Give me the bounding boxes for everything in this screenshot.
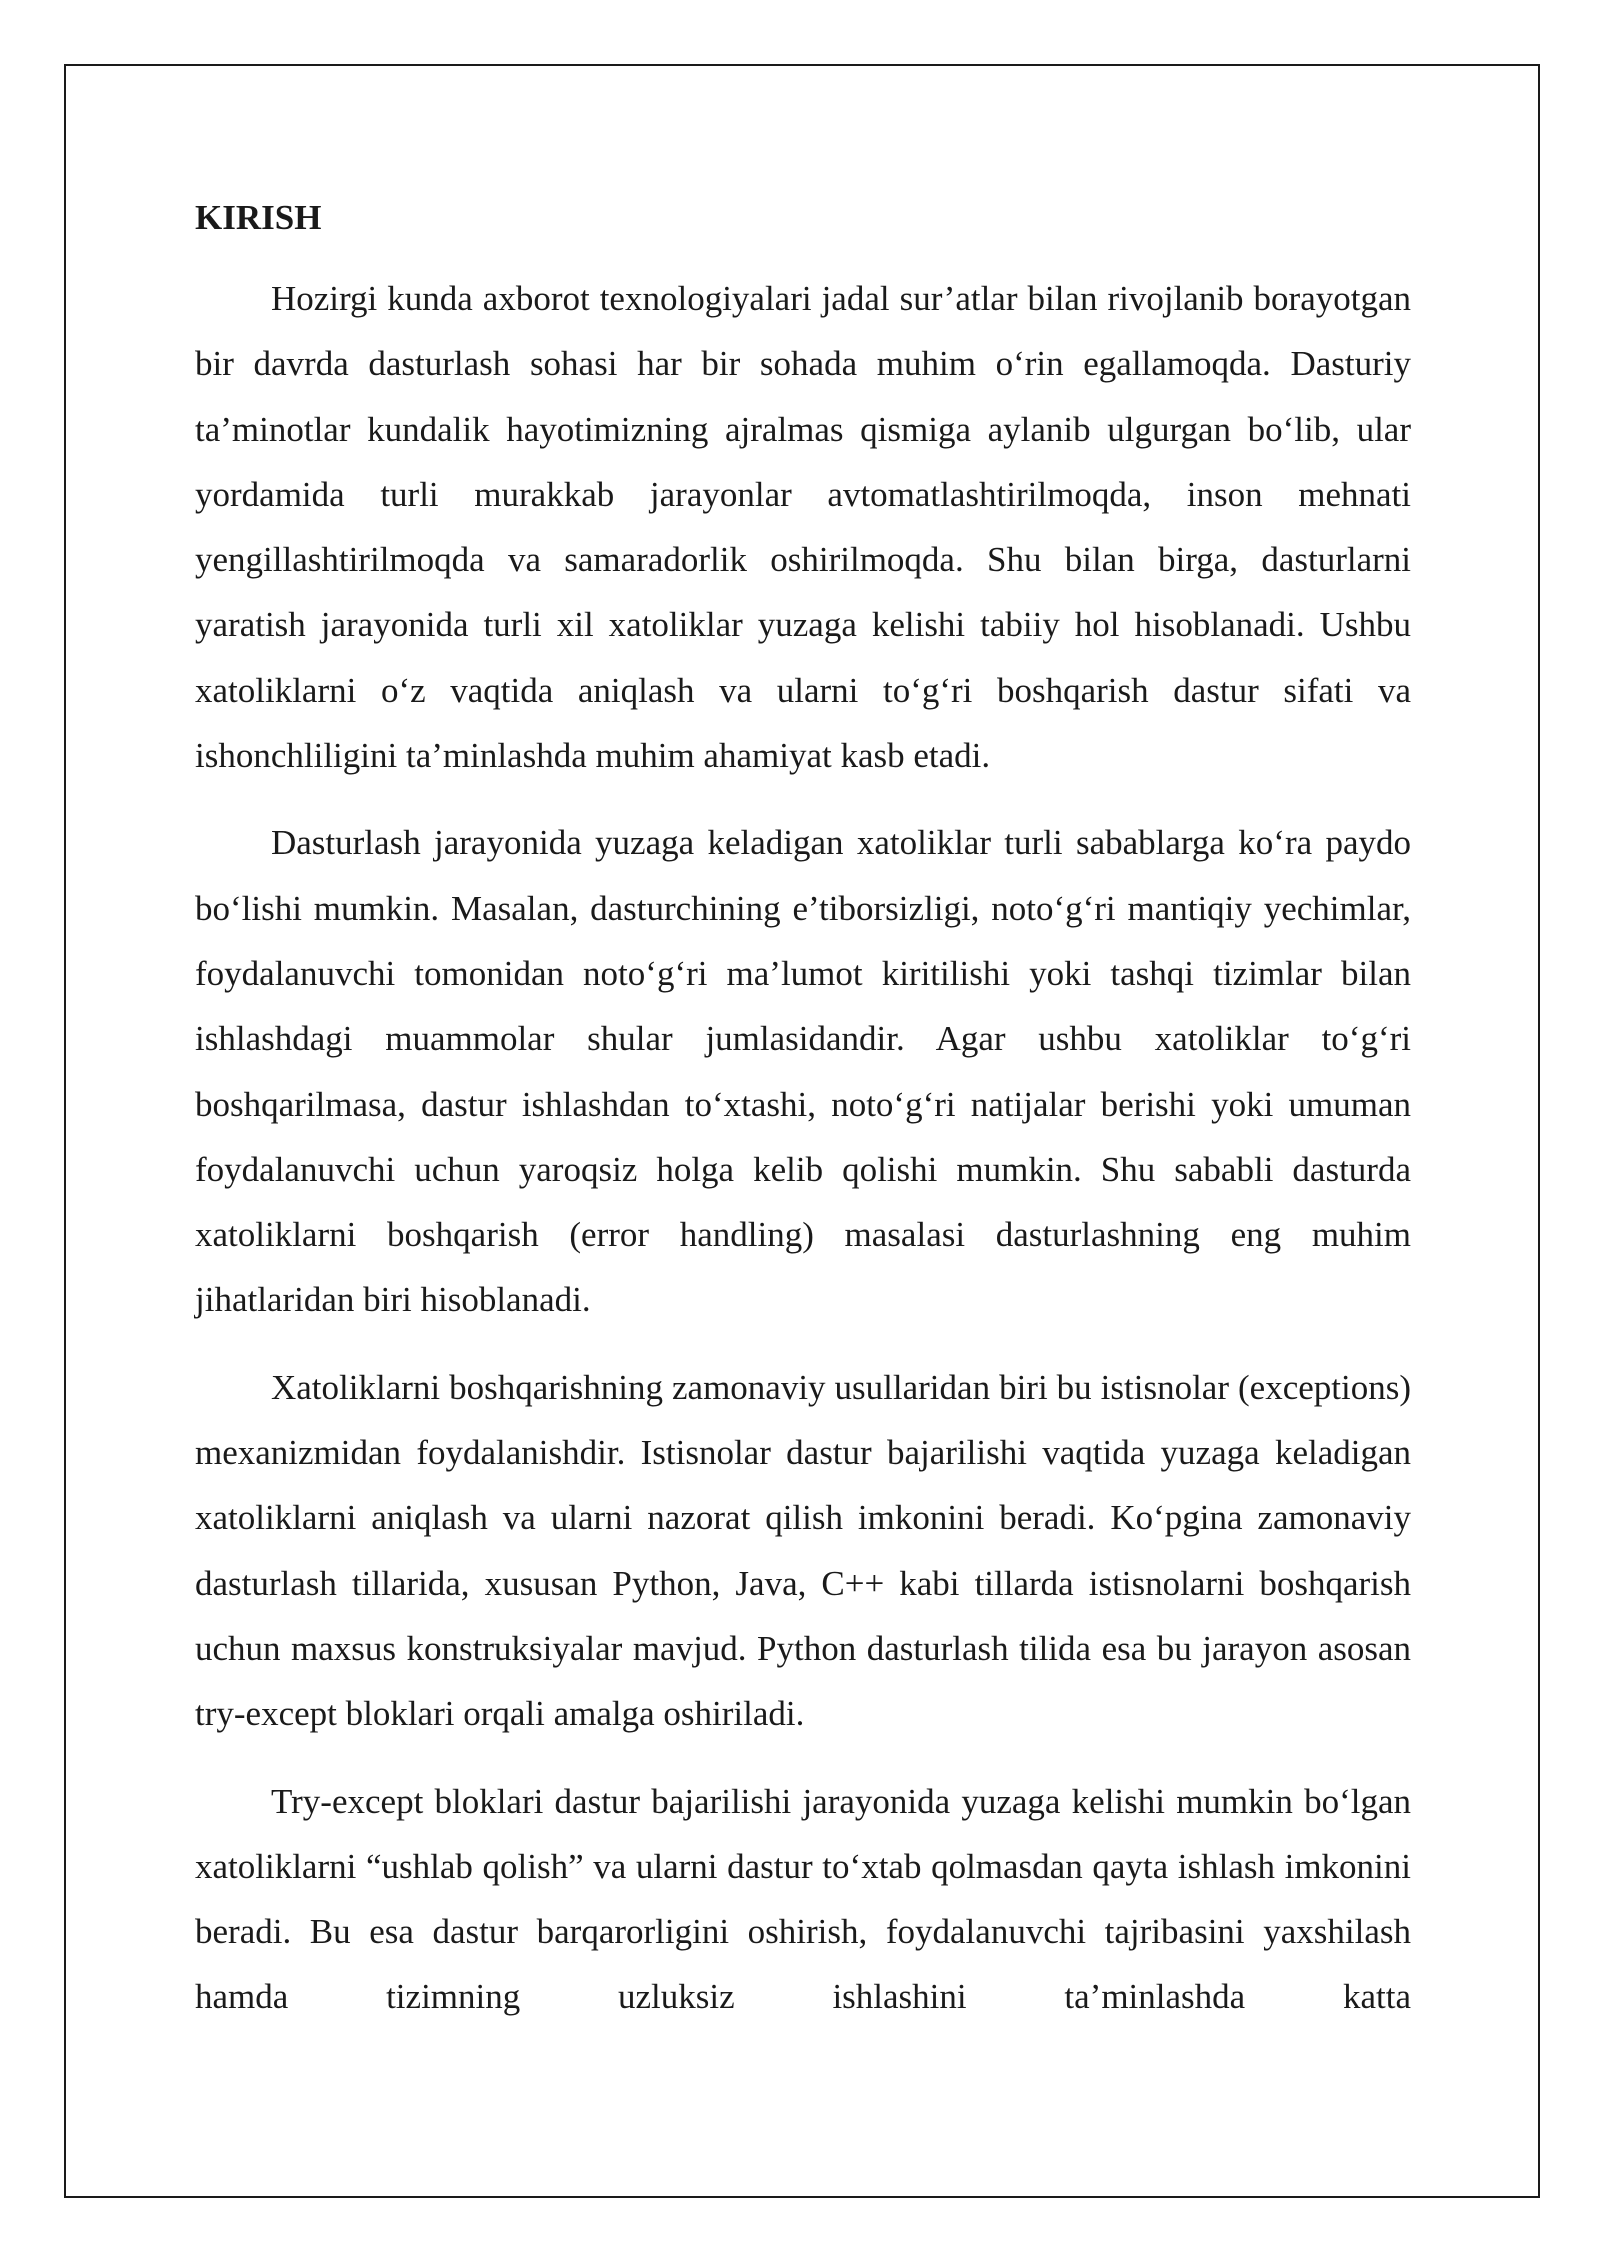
paragraph-2: Dasturlash jarayonida yuzaga keladigan xatoliklar turli sabablarga ko‘ra paydo bo‘lishi mumkin. Masalan, dasturchining e’tiborsizligi, noto‘g‘ri mantiqiy yechimlar, foydalanuvchi tomonidan noto‘g‘ri ma’lumot kiritilishi yoki tashqi tizimlar bilan ishlashdagi muammolar shular jumlasidandir. Agar ushbu xatoliklar to‘g‘ri boshqarilmasa, dastur ishlashdan to‘xtashi, noto‘g‘ri natijalar berishi yoki umuman foydalanuvchi uchun yaroqsiz holga kelib qolishi mumkin. Shu sababli dasturda xatoliklarni boshqarish (error handling) masalasi dasturlashning eng muhim jihatlaridan biri hisoblanadi.: [195, 823, 1411, 1320]
paragraph-4: Try-except bloklari dastur bajarilishi jarayonida yuzaga kelishi mumkin bo‘lgan xatoliklarni “ushlab qolish” va ularni dastur to‘xtab qolmasdan qayta ishlash imkonini beradi. Bu esa dastur barqarorligini oshirish, foydalanuvchi tajribasini yaxshilash hamda tizimning uzluksiz ishlashini ta’minlashda katta: [195, 1781, 1411, 2017]
document-body: [195, 190, 1411, 2030]
paragraph-1: Hozirgi kunda axborot texnologiyalari jadal sur’atlar bilan rivojlanib borayotgan bir davrda dasturlash sohasi har bir sohada muhim o‘rin egallamoqda. Dasturiy ta’minotlar kundalik hayotimizning ajralmas qismiga aylanib ulgurgan bo‘lib, ular yordamida turli murakkab jarayonlar avtomatlashtirilmoqda, inson mehnati yengillashtirilmoqda va samaradorlik oshirilmoqda. Shu bilan birga, dasturlarni yaratish jarayonida turli xil xatoliklar yuzaga kelishi tabiiy hol hisoblanadi. Ushbu xatoliklarni o‘z vaqtida aniqlash va ularni to‘g‘ri boshqarish dastur sifati va ishonchliligini ta’minlashda muhim ahamiyat kasb etadi.: [195, 279, 1411, 776]
paragraph-3: Xatoliklarni boshqarishning zamonaviy usullaridan biri bu istisnolar (exceptions) mexanizmidan foydalanishdir. Istisnolar dastur bajarilishi vaqtida yuzaga keladigan xatoliklarni aniqlash va ularni nazorat qilish imkonini beradi. Ko‘pgina zamonaviy dasturlash tillarida, xususan Python, Java, C++ kabi tillarda istisnolarni boshqarish uchun maxsus konstruksiyalar mavjud. Python dasturlash tilida esa bu jarayon asosan try-except bloklari orqali amalga oshiriladi.: [195, 1367, 1411, 1734]
section-heading: KIRISH: [195, 198, 322, 237]
